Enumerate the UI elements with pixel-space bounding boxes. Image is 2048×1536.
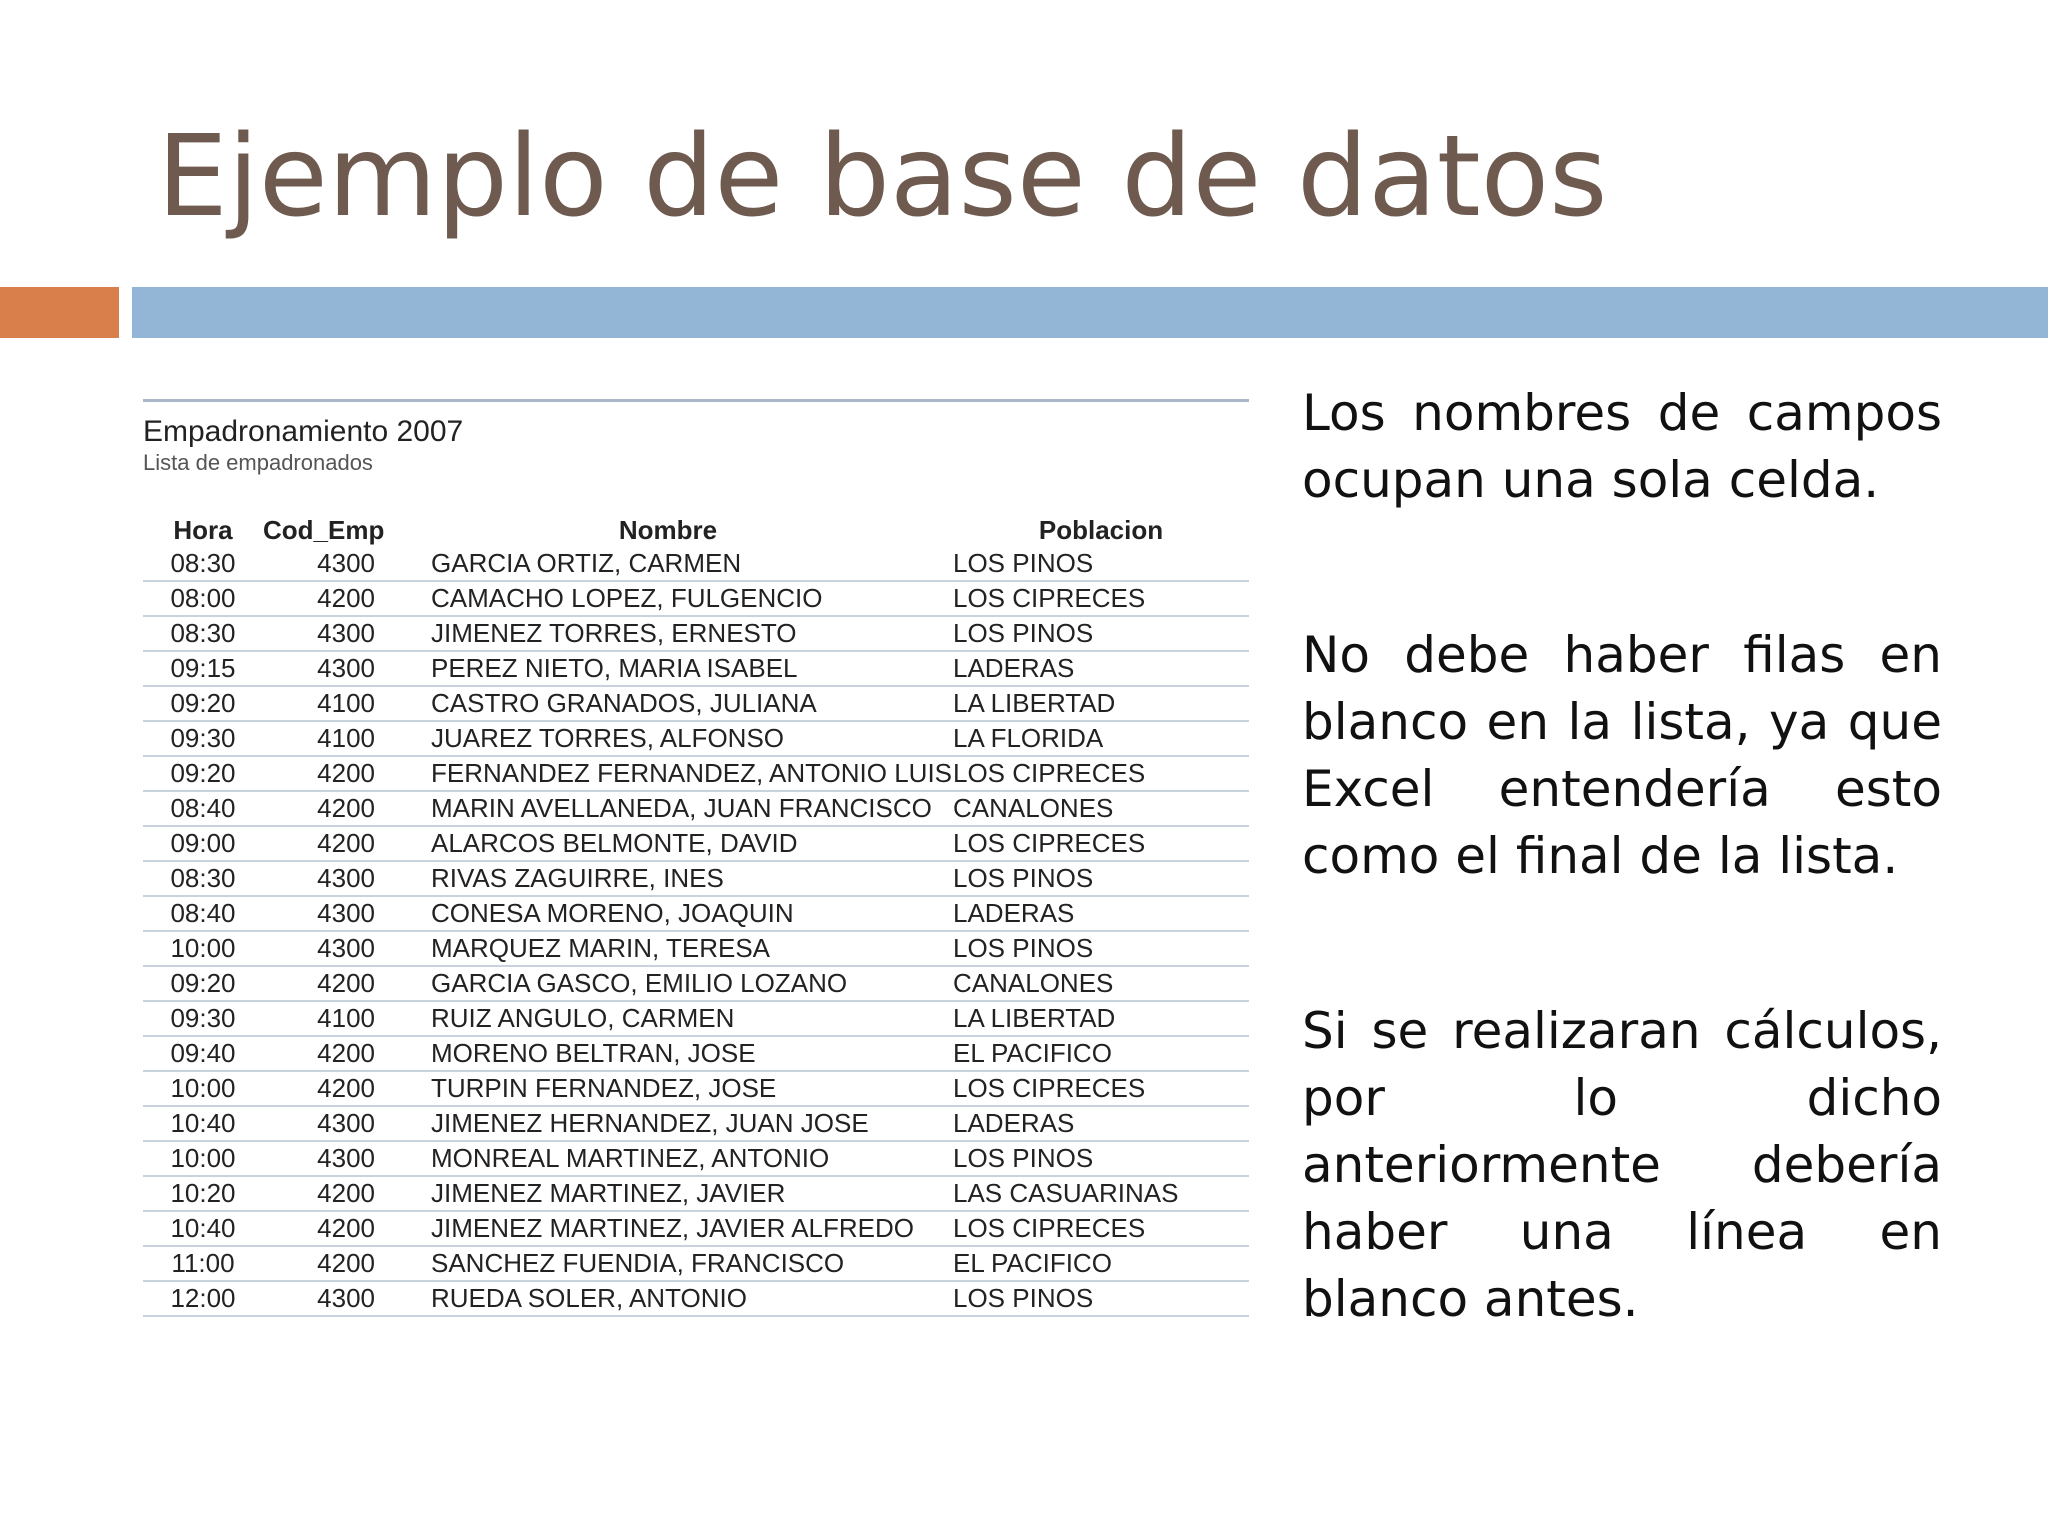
- cell-hora: 08:40: [143, 896, 263, 931]
- cell-hora: 08:30: [143, 861, 263, 896]
- table-row: [143, 1036, 1249, 1071]
- cell-hora: 09:30: [143, 721, 263, 756]
- cell-cod-emp: 4300: [263, 931, 383, 966]
- cell-cod-emp: 4200: [263, 1246, 383, 1281]
- table-row: [143, 547, 1249, 581]
- cell-nombre: JIMENEZ MARTINEZ, JAVIER: [383, 1176, 953, 1211]
- cell-poblacion: LA FLORIDA: [953, 721, 1249, 756]
- cell-hora: 08:30: [143, 547, 263, 581]
- cell-nombre: CONESA MORENO, JOAQUIN: [383, 896, 953, 931]
- table-row: [143, 931, 1249, 966]
- cell-cod-emp: 4300: [263, 547, 383, 581]
- note-1: Los nombres de campos ocupan una sola celda.: [1302, 384, 1942, 509]
- cell-nombre: GARCIA GASCO, EMILIO LOZANO: [383, 966, 953, 1001]
- cell-hora: 10:00: [143, 931, 263, 966]
- cell-nombre: ALARCOS BELMONTE, DAVID: [383, 826, 953, 861]
- notes-panel: [1302, 380, 1942, 1441]
- cell-cod-emp: 4300: [263, 896, 383, 931]
- cell-cod-emp: 4200: [263, 791, 383, 826]
- cell-nombre: JIMENEZ MARTINEZ, JAVIER ALFREDO: [383, 1211, 953, 1246]
- table-row: [143, 686, 1249, 721]
- cell-nombre: SANCHEZ FUENDIA, FRANCISCO: [383, 1246, 953, 1281]
- cell-nombre: RIVAS ZAGUIRRE, INES: [383, 861, 953, 896]
- cell-cod-emp: 4200: [263, 1176, 383, 1211]
- cell-nombre: RUEDA SOLER, ANTONIO: [383, 1281, 953, 1316]
- note-3: Si se realizaran cálculos, por lo dicho anteriormente debería haber una línea en blanco antes.: [1302, 1002, 1942, 1328]
- cell-poblacion: LOS PINOS: [953, 547, 1249, 581]
- cell-hora: 08:40: [143, 791, 263, 826]
- sheet-top-rule: [143, 399, 1249, 402]
- cell-poblacion: LOS PINOS: [953, 1281, 1249, 1316]
- cell-nombre: TURPIN FERNANDEZ, JOSE: [383, 1071, 953, 1106]
- cell-cod-emp: 4100: [263, 686, 383, 721]
- header-nombre: Nombre: [618, 515, 718, 545]
- cell-hora: 10:00: [143, 1141, 263, 1176]
- cell-poblacion: LOS CIPRECES: [953, 581, 1249, 616]
- cell-poblacion: LOS CIPRECES: [953, 1071, 1249, 1106]
- accent-bar-orange: [0, 287, 119, 338]
- cell-cod-emp: 4300: [263, 651, 383, 686]
- cell-poblacion: LA LIBERTAD: [953, 1001, 1249, 1036]
- cell-poblacion: CANALONES: [953, 966, 1249, 1001]
- cell-cod-emp: 4100: [263, 721, 383, 756]
- data-table: [143, 514, 1249, 1317]
- cell-hora: 10:40: [143, 1211, 263, 1246]
- cell-nombre: RUIZ ANGULO, CARMEN: [383, 1001, 953, 1036]
- cell-cod-emp: 4200: [263, 756, 383, 791]
- cell-cod-emp: 4200: [263, 1071, 383, 1106]
- cell-cod-emp: 4300: [263, 1141, 383, 1176]
- cell-poblacion: LOS PINOS: [953, 931, 1249, 966]
- cell-hora: 09:20: [143, 756, 263, 791]
- cell-poblacion: LOS PINOS: [953, 861, 1249, 896]
- note-2: No debe haber filas en blanco en la lista, ya que Excel entendería esto como el final de la lista.: [1302, 626, 1942, 885]
- cell-cod-emp: 4300: [263, 616, 383, 651]
- cell-nombre: MONREAL MARTINEZ, ANTONIO: [383, 1141, 953, 1176]
- slide-title: Ejemplo de base de datos: [157, 112, 1608, 242]
- header-poblacion: Poblacion: [1038, 515, 1164, 545]
- cell-cod-emp: 4200: [263, 966, 383, 1001]
- table-row: [143, 756, 1249, 791]
- cell-cod-emp: 4300: [263, 861, 383, 896]
- cell-hora: 09:20: [143, 686, 263, 721]
- cell-poblacion: LOS PINOS: [953, 616, 1249, 651]
- cell-nombre: CAMACHO LOPEZ, FULGENCIO: [383, 581, 953, 616]
- cell-hora: 09:15: [143, 651, 263, 686]
- cell-hora: 09:40: [143, 1036, 263, 1071]
- table-row: [143, 1281, 1249, 1316]
- cell-hora: 08:00: [143, 581, 263, 616]
- cell-poblacion: LOS PINOS: [953, 1141, 1249, 1176]
- table-row: [143, 581, 1249, 616]
- cell-hora: 12:00: [143, 1281, 263, 1316]
- cell-cod-emp: 4200: [263, 826, 383, 861]
- table-row: [143, 1001, 1249, 1036]
- table-row: [143, 616, 1249, 651]
- cell-poblacion: EL PACIFICO: [953, 1036, 1249, 1071]
- table-row: [143, 896, 1249, 931]
- sheet-title: Empadronamiento 2007: [143, 415, 464, 448]
- spreadsheet-image: [143, 399, 1249, 1317]
- cell-poblacion: LADERAS: [953, 896, 1249, 931]
- cell-nombre: JIMENEZ HERNANDEZ, JUAN JOSE: [383, 1106, 953, 1141]
- table-row: [143, 721, 1249, 756]
- cell-nombre: MARIN AVELLANEDA, JUAN FRANCISCO: [383, 791, 953, 826]
- cell-cod-emp: 4100: [263, 1001, 383, 1036]
- cell-cod-emp: 4300: [263, 1281, 383, 1316]
- cell-poblacion: LADERAS: [953, 1106, 1249, 1141]
- header-hora: Hora: [173, 515, 233, 545]
- table-row: [143, 966, 1249, 1001]
- table-row: [143, 826, 1249, 861]
- table-row: [143, 1246, 1249, 1281]
- cell-poblacion: LOS CIPRECES: [953, 756, 1249, 791]
- cell-nombre: JIMENEZ TORRES, ERNESTO: [383, 616, 953, 651]
- cell-hora: 11:00: [143, 1246, 263, 1281]
- table-row: [143, 651, 1249, 686]
- cell-cod-emp: 4200: [263, 1036, 383, 1071]
- cell-cod-emp: 4200: [263, 581, 383, 616]
- cell-hora: 10:20: [143, 1176, 263, 1211]
- cell-nombre: PEREZ NIETO, MARIA ISABEL: [383, 651, 953, 686]
- cell-poblacion: LADERAS: [953, 651, 1249, 686]
- cell-nombre: CASTRO GRANADOS, JULIANA: [383, 686, 953, 721]
- cell-cod-emp: 4300: [263, 1106, 383, 1141]
- cell-nombre: GARCIA ORTIZ, CARMEN: [383, 547, 953, 581]
- cell-poblacion: LA LIBERTAD: [953, 686, 1249, 721]
- table-row: [143, 1176, 1249, 1211]
- cell-nombre: MORENO BELTRAN, JOSE: [383, 1036, 953, 1071]
- cell-poblacion: LOS CIPRECES: [953, 1211, 1249, 1246]
- accent-bar-blue: [132, 287, 2048, 338]
- cell-hora: 10:40: [143, 1106, 263, 1141]
- cell-nombre: FERNANDEZ FERNANDEZ, ANTONIO LUIS: [383, 756, 953, 791]
- cell-nombre: JUAREZ TORRES, ALFONSO: [383, 721, 953, 756]
- cell-cod-emp: 4200: [263, 1211, 383, 1246]
- cell-poblacion: EL PACIFICO: [953, 1246, 1249, 1281]
- table-row: [143, 1071, 1249, 1106]
- table-row: [143, 861, 1249, 896]
- cell-poblacion: LOS CIPRECES: [953, 826, 1249, 861]
- cell-hora: 09:20: [143, 966, 263, 1001]
- table-row: [143, 791, 1249, 826]
- cell-poblacion: LAS CASUARINAS: [953, 1176, 1249, 1211]
- sheet-subtitle: Lista de empadronados: [143, 450, 373, 475]
- cell-poblacion: CANALONES: [953, 791, 1249, 826]
- table-row: [143, 1141, 1249, 1176]
- cell-hora: 09:30: [143, 1001, 263, 1036]
- table-row: [143, 1211, 1249, 1246]
- table-body: [143, 547, 1249, 1316]
- cell-nombre: MARQUEZ MARIN, TERESA: [383, 931, 953, 966]
- header-cod-emp: Cod_Emp: [263, 515, 385, 545]
- table-row: [143, 1106, 1249, 1141]
- cell-hora: 10:00: [143, 1071, 263, 1106]
- cell-hora: 08:30: [143, 616, 263, 651]
- table-header-row: [143, 514, 1249, 547]
- cell-hora: 09:00: [143, 826, 263, 861]
